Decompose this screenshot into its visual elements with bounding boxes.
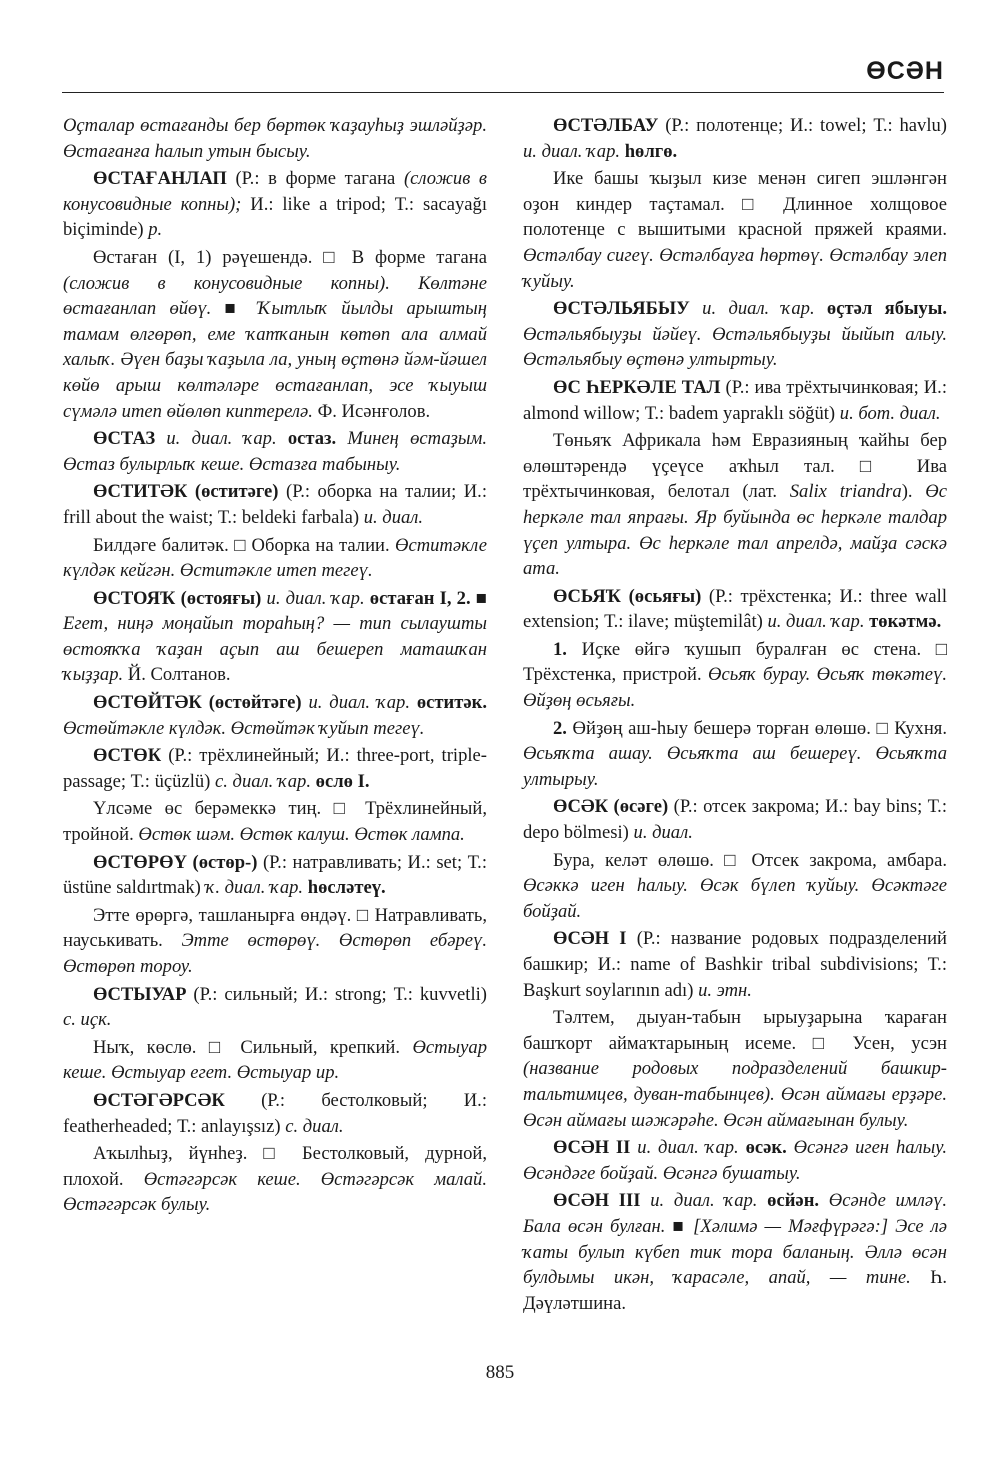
definition-text: Ике башы ҡыҙыл кизе менән сигеп эшләнгән оҙон киндер таҫтамал. □ Длинное холщовое полотенце с вышитыми красной пряжей краями. [523,168,947,241]
definition-text: Ф. Исәнғолов. [312,400,431,422]
example-text: Өс һеркәле тал япрағы. Яр буйында өс һеркәле талдар үҫеп ултыра. Өс һеркәле тал апрелдә, майҙа сәскә ата. [523,481,947,580]
dictionary-paragraph [523,794,947,845]
definition-text: (Р.: оборка на талии; И.: frill about the waist; Т.: beldeki farbala) [63,481,487,528]
example-text: Өсәккә иген һалыу. Өсәк бүлеп ҡуйыу. Өсәктәге бойҙай. [523,875,947,922]
grammar-label: и. диал. ҡар. [155,428,277,450]
example-text: [Хәлимә — Мәғфүрәгә:] Эсе лә ҡаты булып күбеп тик тора баланың. Әллә өсән булдымы икән, ҡарасәле, апай, — тине. [523,1215,947,1289]
grammar-label: (сложив в конусовидные копны); [63,168,487,215]
cross-reference: өсйән. [757,1190,820,1212]
dictionary-paragraph [63,245,487,424]
grammar-label: и. диал. ҡар. [523,140,621,162]
headword: ӨСТИТӘК (өститәге) [93,481,279,503]
example-text: Өсәнде имләү. Бала өсән булған. [523,1190,948,1237]
cross-reference: өстаған I, 2. [364,587,471,609]
dictionary-paragraph [523,848,947,925]
definition-text: ■ [211,298,258,320]
example-text: Өстәлбау сигеү. Өстәлбауға һөртөү. Өстәлбау элеп ҡуйыу. [523,244,947,292]
dictionary-paragraph [63,850,487,901]
example-text: Ҡытлыҡ йылды арыштың тамам өлгөрөп, еме ҡатҡанын көтөп ала алмай халыҡ. Әүен баҙы ҡаҙыла ла, уның өҫтөнә йәм-йәшел көйө арыш көлтәләре өстағанлап, эсе ҡыуыш сүмәлә итеп өйөлөп киптерелә. [63,298,487,422]
grammar-label: и. бот. диал. [839,402,941,424]
cross-reference: төкәтмә. [864,611,942,633]
cross-reference: өслө I. [311,770,370,792]
example-text: Өсьяҡ бурау. Өсьяҡ төкәтеү. Өйҙөң өсьяғы. [523,664,947,712]
headword: ӨСЬЯҠ (өсьяғы) [553,585,702,607]
headword: ӨСТӨК [93,745,162,767]
headword: ӨСТӘЛБАУ [553,115,659,136]
grammar-label: и. диал. ҡар. [301,692,410,714]
definition-text: Тәлтем, дыуан-табын ырыуҙарына ҡараған башҡорт аймаҡтарының исеме. □ Усен, усэн [523,1007,947,1054]
dictionary-paragraph [63,479,487,530]
example-text: Өстыуар кеше. Өстыуар егет. Өстыуар ир. [63,1036,487,1084]
dictionary-paragraph [523,1005,947,1133]
definition-text: Аҡылһыҙ, йүнһеҙ. □ Бестолковый, дурной, плохой. [63,1143,487,1190]
headword: ӨСТӨРӨҮ (өстөр-) [93,851,258,873]
example-text: Минең өстаҙым. Өстаз булырлыҡ кеше. Өстазға табыныу. [63,428,487,475]
dictionary-paragraph [63,426,487,477]
example-text: Өсәнгә иген һалыу. Өсәндәге бойҙай. Өсәнгә бушатыу. [523,1137,947,1184]
headword: ӨСТОЯҠ (өстояғы) [93,587,262,609]
dictionary-paragraph [523,428,947,582]
definition-text: (Р.: трёхстенка; И.: three wall extension; Т.: ilave; müştemilât) [523,585,947,633]
dictionary-paragraph [523,716,947,793]
dictionary-paragraph [63,166,487,243]
headword: ӨСТӘЛЬЯБЫУ [553,298,690,320]
grammar-label: с. диал. ҡар. [215,770,312,792]
definition-text: (Р.: полотенце; И.: towel; Т.: havlu) [658,115,947,136]
dictionary-paragraph [63,1088,487,1139]
dictionary-paragraph [523,166,947,294]
grammar-label: и. диал. ҡар. [630,1137,739,1159]
definition-text: Ныҡ, көслө. □ Сильный, крепкий. [93,1036,413,1058]
dictionary-paragraph [63,743,487,794]
definition-text: Һ. Дәүләтшина. [523,1267,947,1314]
dictionary-paragraph [63,903,487,980]
cross-reference: өсәк. [738,1137,787,1159]
dictionary-paragraph [63,982,487,1033]
headword: ӨСТЫУАР [93,983,187,1005]
definition-text: (Р.: отсек закрома; И.: bay bins; Т.: depo bölmesi) [523,796,947,844]
cross-reference: 2. [553,717,567,739]
dictionary-paragraph [63,1035,487,1086]
dictionary-paragraph [523,113,947,164]
headword: ӨСӘК (өсәге) [553,796,669,818]
definition-text: (Р.: бестолковый; И.: featherheaded; Т.: anlayışsız) [63,1089,487,1137]
cross-reference: өститәк. [409,692,487,714]
headword: ӨСТАЗ [93,428,156,450]
definition-text: Билдәге балитәк. □ Оборка на талии. [93,534,396,556]
cross-reference: өҫтәл ябыуы. [814,298,947,320]
right-column [523,113,947,1318]
example-text: Өстөйтәкле күлдәк. Өстөйтәк ҡуйып тегеү. [63,717,425,739]
definition-text: (Р.: в форме тагана [226,168,404,190]
grammar-label: и. диал. ҡар. [261,587,365,609]
example-text: Өстөк шәм. Өстөк калуш. Өстөк лампа. [138,824,465,846]
headword: ӨСТӘГӘРСӘК [93,1089,225,1111]
definition-text: ■ [470,587,488,609]
headword: ӨСӘН II [553,1137,631,1159]
running-head-word: ӨСӘН [866,57,944,85]
definition-text: Бура, келәт өлөшө. □ Отсек закрома, амбара. [553,849,947,871]
cross-reference: һөсләтеү. [303,877,386,899]
cross-reference: һөлгө. [620,140,678,162]
grammar-label: ҡ. диал. ҡар. [205,877,304,899]
grammar-label: и. диал. ҡар. [689,298,815,320]
definition-text: (Р.: название родовых подразделений башкир; И.: name of Bashkir tribal subdivisions; Т.: Başkurt soylarının adı) [523,928,947,1001]
grammar-label: р. [148,219,163,241]
example-text: Өсән аймағы ерҙәре. Өсән аймағы шәжәрәһе. Өсән аймағынан булыу. [523,1083,947,1131]
definition-text: Иҫке өйгә ҡушып буралған өс стена. □ Трёхстенка, пристрой. [523,638,947,686]
running-head [62,52,944,93]
definition-text: Өстаған (I, 1) рәүешендә. □ В форме тагана [93,246,487,268]
grammar-label: (название родовых подразделений башкир-тальтимцев, дуван-табынцев). [523,1058,947,1105]
dictionary-paragraph [63,586,487,688]
definition-text: Үлсәме өс берәмеккә тиң. □ Трёхлинейный, тройной. [63,798,487,846]
definition-text: Этте өрөргә, ташланырға өндәү. □ Натравливать, науськивать. [63,904,487,952]
dictionary-paragraph [523,1135,947,1186]
definition-text: (Р.: трёхлинейный; И.: three-port, triple-passage; Т.: üçüzlü) [63,745,487,792]
cross-reference: 1. [553,638,567,660]
dictionary-paragraph [63,796,487,847]
definition-text: (Р.: сильный; И.: strong; Т.: kuvvetli) [186,983,487,1005]
cross-reference: остаз. [276,428,337,450]
definition-text: Төньяҡ Африкала һәм Евразияның ҡайһы бер өлөштәрендә үҫеүсе аҡһыл тал. □ Ива трёхтычинковая, белотал (лат. [523,430,947,503]
definition-text: Өйҙөң аш-һыу бешерә торған өлөшө. □ Кухня. [566,717,947,739]
dictionary-paragraph [63,1141,487,1218]
grammar-label: и. диал. ҡар. [767,611,865,633]
dictionary-paragraph [523,296,947,373]
headword: ӨСӘН III [553,1190,641,1212]
headword: ӨС ҺЕРКӘЛЕ ТАЛ [553,376,721,398]
example-text: Егет, ниңә моңайып тораһың? — тип сылаушты өстояҡҡа ҡаҙан аҫып аш бешереп маташҡан ҡыҙҙар. [63,613,487,686]
example-text: Өсьяҡта ашау. Өсьяҡта аш бешереү. Өсьяҡта ултырыу. [523,743,947,790]
headword: ӨСТАҒАНЛАП [93,168,227,190]
grammar-label: (сложив в конусовидные копны). Көлтәне өстағанлап өйөү. [63,272,487,320]
dictionary-paragraph [63,113,487,164]
definition-text: (Р.: натравливать; И.: set; Т.: üstüne saldırtmak) [63,851,487,899]
headword: ӨСӘН I [553,928,627,950]
dictionary-paragraph [523,926,947,1003]
example-text: Оҫталар өстағанды бер бөртөк ҡаҙауһыҙ эшләйҙәр. Өстағанға һалып утын бысыу. [63,115,487,162]
definition-text: (Р.: ива трёхтычинковая; И.: almond willow; Т.: badem yapraklı söğüt) [523,376,947,424]
dictionary-paragraph [523,1188,947,1316]
grammar-label: и. диал. [363,506,424,528]
grammar-label: и. диал. [633,822,693,844]
grammar-label: с. диал. [285,1115,344,1137]
definition-text: ■ [665,1215,694,1237]
definition-text: Й. Солтанов. [123,664,231,686]
left-column [63,113,487,1220]
grammar-label: и. этн. [698,979,752,1001]
grammar-label: с. иҫк. [63,1009,112,1031]
dictionary-paragraph [63,533,487,584]
definition-text: ). [901,481,926,503]
example-text: Өститәкле күлдәк кейгән. Өститәкле итеп тегеү. [63,534,487,582]
example-text: Өстәгәрсәк кеше. Өстәгәрсәк малай. Өстәгәрсәк булыу. [63,1168,487,1216]
page-number: 885 [485,1362,515,1383]
example-text: Этте өстөрөү. Өстөрөп ебәреү. Өстөрөп тороу. [63,930,487,977]
example-text: Өстәльябыуҙы йәйеү. Өстәльябыуҙы йыйып алыу. Өстәльябыу өҫтөнә ултыртыу. [523,323,947,371]
dictionary-paragraph [523,584,947,635]
grammar-label: и. диал. ҡар. [640,1190,758,1212]
dictionary-paragraph [63,690,487,741]
definition-text: И.: like a tripod; Т.: sacayağı biçiminde) [63,193,487,241]
dictionary-paragraph [523,637,947,714]
dictionary-paragraph [523,375,947,426]
grammar-label: Salix triandra [789,481,902,503]
headword: ӨСТӨЙТӘК (өстөйтәге) [93,692,302,714]
